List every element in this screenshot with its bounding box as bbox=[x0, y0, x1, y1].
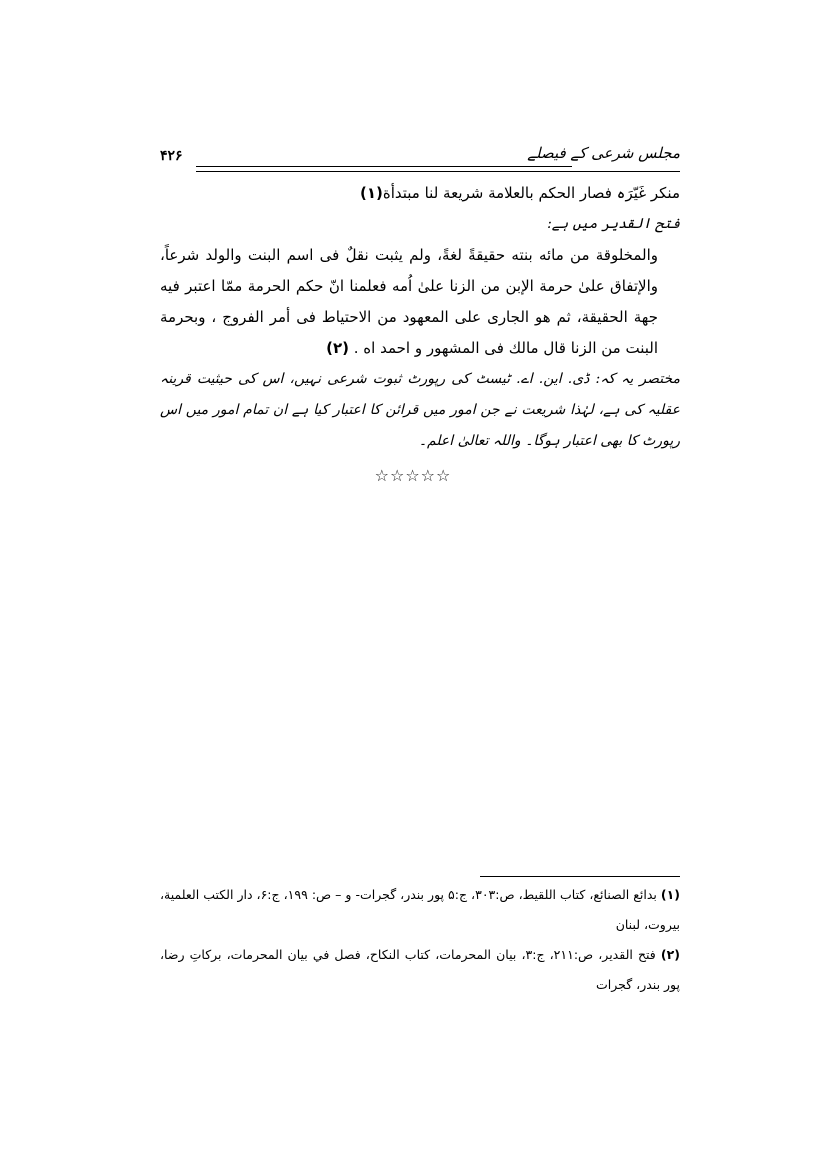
page-number: ۴۲۶ bbox=[160, 148, 183, 164]
header-title: مجلس شرعی کے فیصلے bbox=[527, 144, 680, 162]
footnote-1-text: بدائع الصنائع، کتاب اللقیط، ص:۳۰۳، ج:۵ پور بندر، گجرات- و – ص: ۱۹۹، ج:۶، دار الکتب العلمیة، بیروت، لبنان bbox=[160, 887, 680, 932]
arabic-quote-paragraph bbox=[160, 240, 680, 364]
footnote-rule bbox=[480, 876, 680, 877]
main-text bbox=[160, 178, 680, 457]
footnote-2 bbox=[160, 940, 680, 1000]
arabic-quote-text: والمخلوقة من مائه بنته حقیقةً لغةً، ولم یثبت نقلٌ فی اسم البنت والولد شرعاً، والإتفاق علیٰ حرمة الإبن من الزنا علیٰ اُمه فعلمنا انّ حکم الحرمة ممّا اعتبر فیه جهة الحقیقة، ثم هو الجاری علی المعهود من الاحتیاط فی أمر الفروج ، وبحرمة البنت من الزنا قال مالك فی المشهور و احمد اه . bbox=[160, 246, 658, 357]
footnote-ref-2: (۲) bbox=[326, 339, 349, 357]
footnote-2-mark: (۲) bbox=[660, 947, 680, 962]
urdu-heading: فتح القدیر میں ہے: bbox=[547, 216, 680, 232]
section-stars: ☆☆☆☆☆ bbox=[374, 466, 452, 485]
footnote-1 bbox=[160, 880, 680, 940]
urdu-conclusion: مختصر یہ کہ: ڈی. این. اے. ٹیسٹ کی رپورٹ ثبوت شرعی نہیں، اس کی حیثیت قرینہ عقلیہ کی ہے، لہٰذا شریعت نے جن امور میں قرائن کا اعتبار کیا ہے ان تمام امور میں اس رپورٹ کا بھی اعتبار ہوگا۔ واللہ تعالیٰ اعلم۔ bbox=[160, 371, 680, 449]
header-rule-upper bbox=[196, 166, 572, 167]
arabic-line-1 bbox=[160, 178, 680, 209]
footnote-ref-1: (۱) bbox=[359, 184, 383, 202]
running-header bbox=[160, 142, 680, 174]
footnotes bbox=[160, 880, 680, 1000]
arabic-line-1-text: منکر غَیّرَہ فصار الحکم بالعلامة شریعة لنا مبتدأة bbox=[382, 184, 680, 202]
footnote-2-text: فتح القدیر، ص:۲۱۱، ج:۳، بیان المحرمات، کتاب النکاح، فصل في بیان المحرمات، برکاتِ رضا، پور بندر، گجرات bbox=[160, 947, 680, 992]
footnote-1-mark: (۱) bbox=[660, 887, 680, 902]
header-rule-lower bbox=[196, 171, 680, 172]
